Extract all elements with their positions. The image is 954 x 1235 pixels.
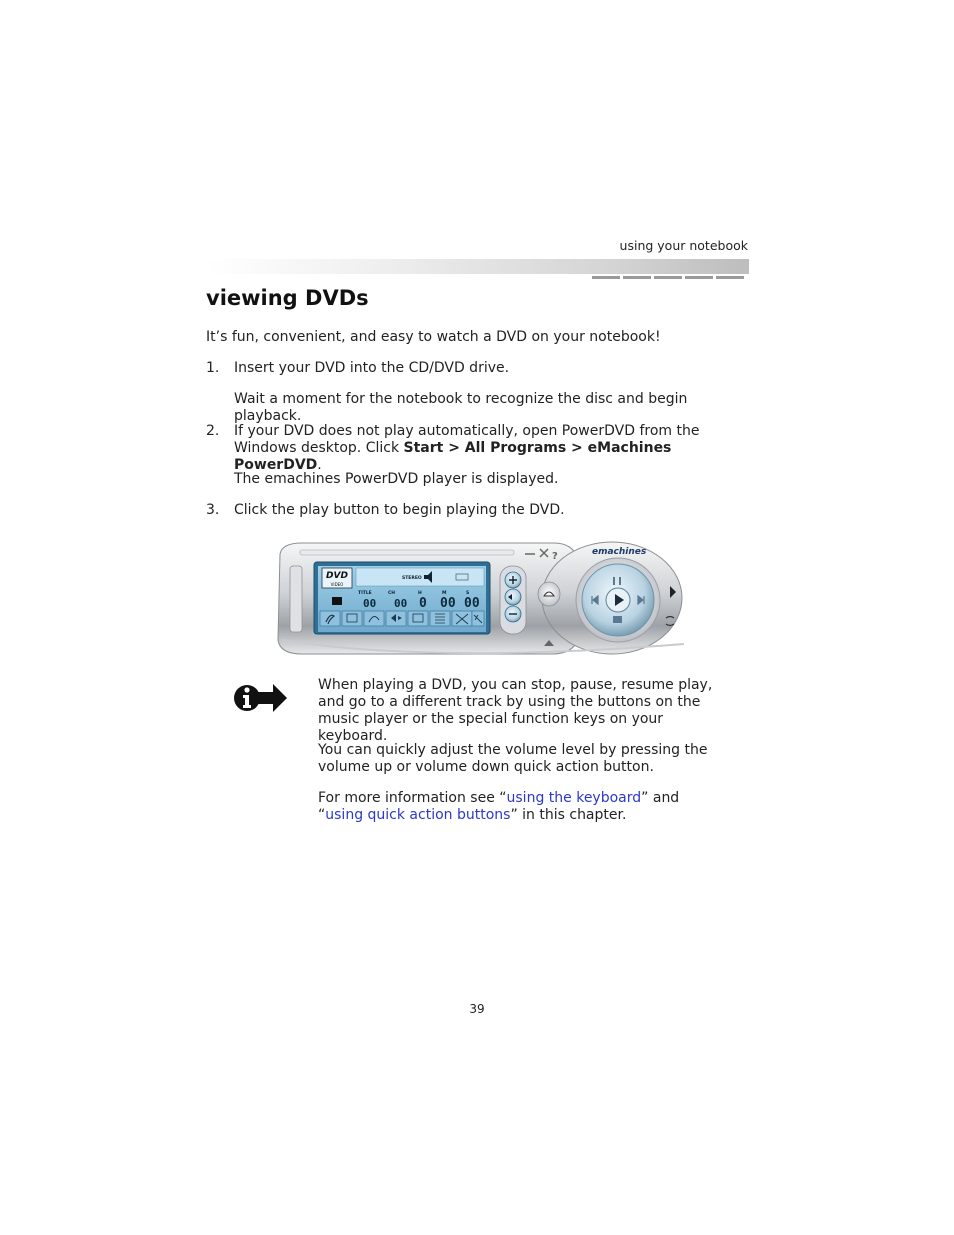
svg-text:S: S bbox=[466, 591, 470, 596]
link-using-quick-action-buttons[interactable]: using quick action buttons bbox=[325, 807, 511, 823]
mute-icon bbox=[505, 589, 521, 605]
step-1-number: 1. bbox=[206, 360, 220, 376]
step-1-text: Insert your DVD into the CD/DVD drive. bbox=[234, 360, 510, 376]
note-paragraph-2: You can quickly adjust the volume level by pressing the volume up or volume down quick action button. bbox=[318, 742, 708, 775]
svg-text:H: H bbox=[418, 591, 422, 596]
svg-text:00: 00 bbox=[363, 597, 377, 610]
svg-text:00: 00 bbox=[440, 596, 456, 611]
svg-text:00: 00 bbox=[394, 597, 408, 610]
step-1-followup: Wait a moment for the notebook to recognize the disc and begin playback. bbox=[234, 391, 688, 424]
menu-path: Start > All Programs > eMachines PowerDVD bbox=[234, 440, 672, 473]
dvd-logo: DVD bbox=[326, 571, 348, 581]
help-glyph: ? bbox=[552, 551, 558, 562]
stereo-label: STEREO bbox=[402, 576, 422, 581]
step-3-number: 3. bbox=[206, 502, 220, 518]
svg-text:00: 00 bbox=[464, 596, 480, 611]
svg-text:0: 0 bbox=[419, 596, 427, 611]
page-number: 39 bbox=[469, 1002, 485, 1016]
emachines-logo: emachines bbox=[592, 547, 647, 557]
info-arrow-icon bbox=[233, 681, 289, 719]
step-2-number: 2. bbox=[206, 423, 220, 439]
stop-icon bbox=[332, 597, 342, 605]
svg-text:M: M bbox=[442, 591, 447, 596]
svg-text:TITLE: TITLE bbox=[358, 591, 372, 596]
page-title: viewing DVDs bbox=[206, 286, 369, 310]
dial-stop-icon bbox=[613, 616, 622, 623]
header-ticks bbox=[592, 276, 744, 279]
step-3-text: Click the play button to begin playing the DVD. bbox=[234, 502, 565, 518]
function-buttons-row bbox=[320, 611, 484, 626]
header-gradient-bar bbox=[206, 259, 749, 274]
running-header: using your notebook bbox=[619, 238, 748, 253]
dvd-logo-sub: VIDEO bbox=[330, 582, 344, 587]
note-paragraph-3: For more information see “using the keyboard” and “using quick action buttons” in this chapter. bbox=[318, 790, 680, 823]
step-2-followup: The emachines PowerDVD player is displayed. bbox=[234, 471, 559, 487]
link-using-the-keyboard[interactable]: using the keyboard bbox=[506, 790, 642, 806]
step-2-text: If your DVD does not play automatically, open PowerDVD from the Windows desktop. Click Start > All Programs > eMachines PowerDVD. bbox=[234, 423, 700, 473]
note-paragraph-1: When playing a DVD, you can stop, pause, resume play, and go to a different track by using the buttons on the music player or the special function keys on your keyboard. bbox=[318, 677, 713, 744]
powerdvd-player-image bbox=[272, 540, 684, 664]
intro-paragraph: It’s fun, convenient, and easy to watch a DVD on your notebook! bbox=[206, 329, 661, 345]
svg-text:CH: CH bbox=[388, 591, 396, 596]
